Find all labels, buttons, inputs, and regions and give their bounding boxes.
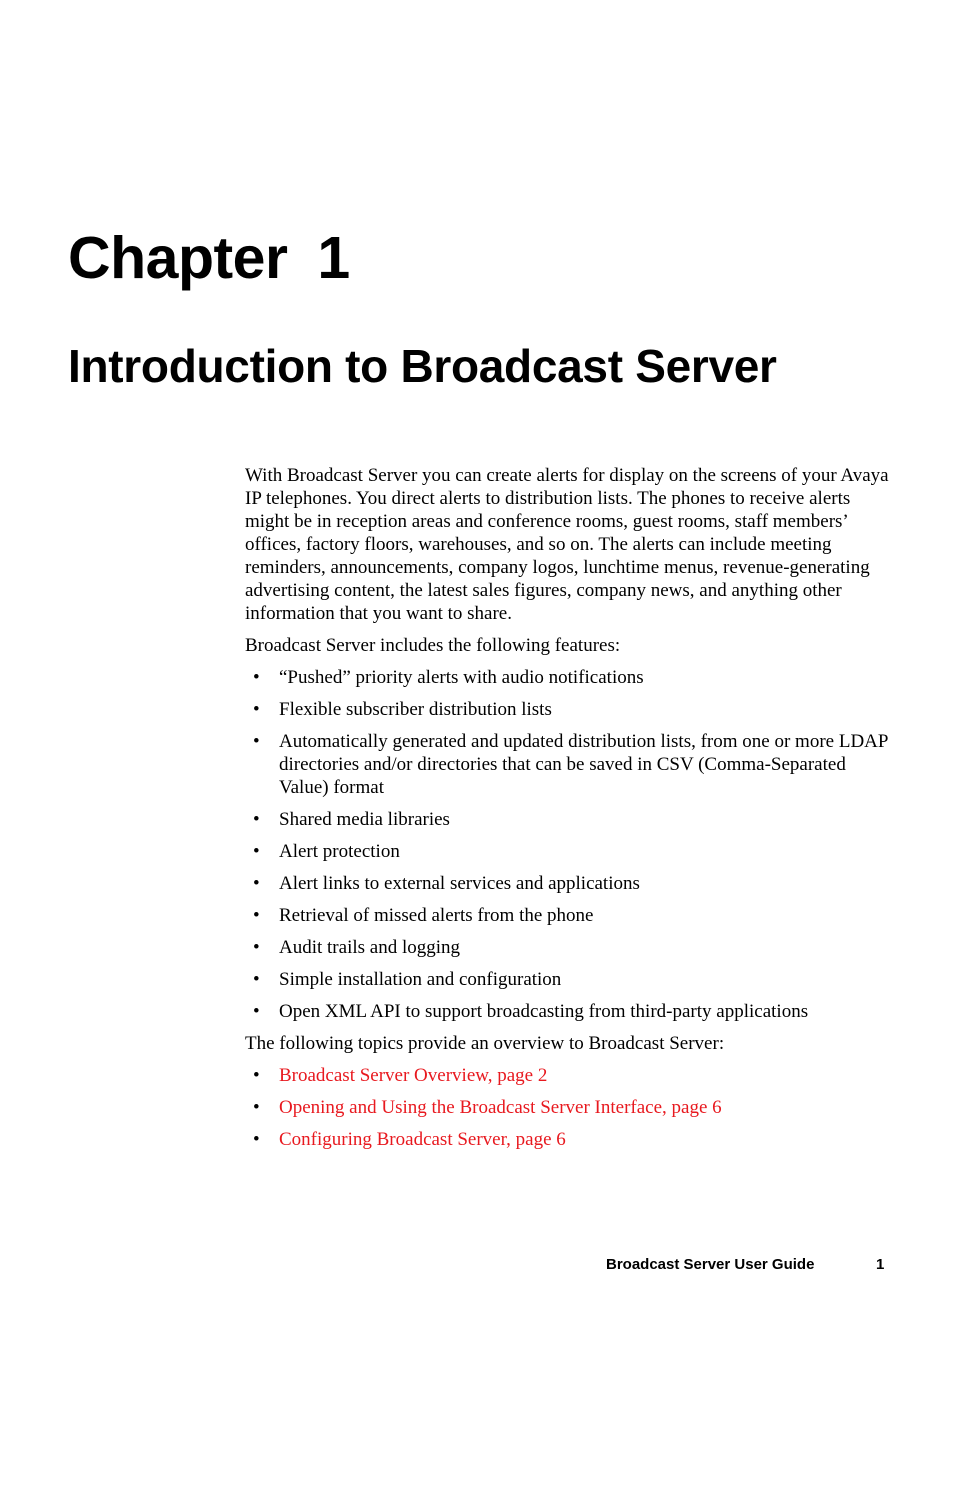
list-item — [245, 1000, 895, 1023]
features-list — [245, 666, 895, 1023]
list-item — [245, 904, 895, 927]
topics-intro: The following topics provide an overview to Broadcast Server: — [245, 1033, 725, 1054]
bullet-icon: • — [253, 1129, 260, 1150]
bullet-icon: • — [253, 809, 260, 830]
list-item — [245, 666, 895, 689]
bullet-icon: • — [253, 667, 260, 688]
feature-text: Alert protection — [279, 841, 400, 862]
page-number: 1 — [876, 1256, 885, 1273]
topic-link-opening-interface[interactable]: Opening and Using the Broadcast Server Interface, page 6 — [279, 1097, 722, 1118]
list-item — [245, 840, 895, 863]
feature-text: “Pushed” priority alerts with audio notifications — [279, 667, 644, 688]
list-item — [245, 968, 895, 991]
bullet-icon: • — [253, 1097, 260, 1118]
bullet-icon: • — [253, 905, 260, 926]
chapter-title: Introduction to Broadcast Server — [68, 340, 777, 392]
feature-text: Audit trails and logging — [279, 937, 461, 958]
chapter-heading — [68, 222, 350, 294]
topic-link-overview[interactable]: Broadcast Server Overview, page 2 — [279, 1065, 548, 1086]
bullet-icon: • — [253, 1001, 260, 1022]
topics-list — [245, 1064, 895, 1151]
bullet-icon: • — [253, 873, 260, 894]
chapter-number: 1 — [317, 225, 350, 291]
feature-text: Open XML API to support broadcasting from third-party applications — [279, 1001, 809, 1022]
list-item — [245, 698, 895, 721]
features-intro: Broadcast Server includes the following features: — [245, 635, 621, 656]
list-item — [245, 936, 895, 959]
intro-paragraph: With Broadcast Server you can create alerts for display on the screens of your Avaya IP telephones. You direct alerts to distribution lists. The phones to receive alerts might be in reception areas and conference rooms, guest rooms, staff members’ offices, factory floors, warehouses, and so on. The alerts can include meeting reminders, announcements, company logos, lunchtime menus, revenue-generating advertising content, the latest sales figures, company news, and anything other information that you want to share. — [245, 465, 889, 624]
list-item — [245, 1096, 895, 1119]
footer-title: Broadcast Server User Guide — [606, 1256, 815, 1273]
list-item — [245, 730, 895, 799]
bullet-icon: • — [253, 1065, 260, 1086]
chapter-label: Chapter — [68, 225, 288, 291]
bullet-icon: • — [253, 841, 260, 862]
list-item — [245, 1064, 895, 1087]
list-item — [245, 808, 895, 831]
bullet-icon: • — [253, 699, 260, 720]
feature-text: Retrieval of missed alerts from the phone — [279, 905, 594, 926]
list-item — [245, 872, 895, 895]
feature-text: Flexible subscriber distribution lists — [279, 699, 552, 720]
list-item — [245, 1128, 895, 1151]
feature-text: Alert links to external services and applications — [279, 873, 640, 894]
feature-text: Shared media libraries — [279, 809, 450, 830]
topic-link-configuring[interactable]: Configuring Broadcast Server, page 6 — [279, 1129, 566, 1150]
feature-text: Simple installation and configuration — [279, 969, 562, 990]
body-text — [245, 464, 895, 1160]
bullet-icon: • — [253, 937, 260, 958]
bullet-icon: • — [253, 731, 260, 752]
feature-text: Automatically generated and updated distribution lists, from one or more LDAP directories and/or directories that can be saved in CSV (Comma-Separated Value) format — [279, 731, 888, 798]
bullet-icon: • — [253, 969, 260, 990]
